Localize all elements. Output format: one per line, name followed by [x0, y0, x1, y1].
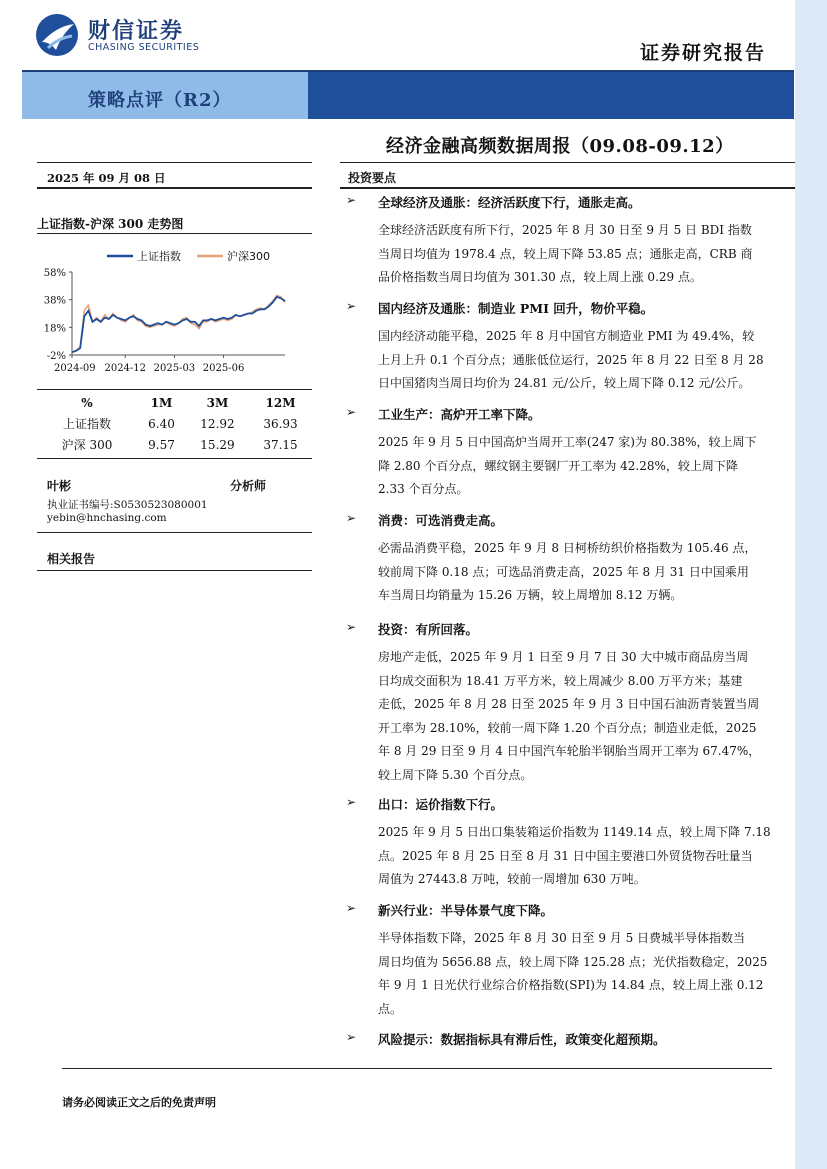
paragraph-line: 上月上升 0.1 个百分点；通胀低位运行，2025 年 8 月 22 日至 8 月 28 — [378, 352, 764, 367]
analyst-email[interactable]: yebin@hnchasing.com — [47, 512, 167, 524]
section-heading: 工业生产：高炉开工率下降。 — [378, 407, 541, 422]
paragraph-line: 较上周下降 5.30 个百分点。 — [378, 767, 533, 782]
bullet-arrow-icon: ➢ — [346, 795, 357, 809]
paragraph-line: 必需品消费平稳，2025 年 9 月 8 日柯桥纺织价格指数为 105.46 点， — [378, 541, 757, 555]
footer-rule — [62, 1068, 772, 1069]
divider — [37, 233, 312, 234]
logo-text-cn: 财信证券 — [88, 19, 185, 44]
category-label: 策略点评（R2） — [88, 90, 232, 111]
table-header-cell: 3M — [206, 395, 229, 410]
paragraph-line: 降 2.80 个百分点，螺纹钢主要钢厂开工率为 42.28%，较上周下降 — [378, 458, 738, 473]
bullet-arrow-icon: ➢ — [346, 405, 357, 419]
x-tick-label: 2025-03 — [153, 363, 196, 374]
bullet-arrow-icon: ➢ — [346, 620, 357, 634]
section-paragraph — [378, 927, 786, 1021]
paragraph-line: 2025 年 9 月 5 日中国高炉当周开工率(247 家)为 80.38%，较上周下 — [378, 435, 757, 449]
y-tick-label: -2% — [46, 351, 66, 362]
table-cell: 12.92 — [200, 416, 235, 431]
section-paragraph — [378, 537, 786, 608]
table-cell: 36.93 — [263, 416, 298, 431]
bullet-arrow-icon: ➢ — [346, 299, 357, 313]
table-cell: 37.15 — [263, 437, 298, 452]
paragraph-line: 全球经济活跃度有所下行，2025 年 8 月 30 日至 9 月 5 日 BDI 指数 — [378, 223, 752, 237]
index-trend-chart — [37, 240, 307, 380]
bullet-arrow-icon: ➢ — [346, 193, 357, 207]
paragraph-line: 点。 — [378, 1001, 403, 1016]
legend-label: 沪深300 — [227, 250, 270, 263]
paragraph-line: 品价格指数当周日均值为 301.30 点，较上周上涨 0.29 点。 — [378, 270, 702, 284]
x-tick-label: 2025-06 — [202, 363, 245, 374]
divider — [340, 162, 795, 163]
section-paragraph — [378, 325, 786, 396]
table-cell: 上证指数 — [62, 417, 111, 431]
y-tick-label: 58% — [43, 268, 66, 279]
paragraph-line: 2.33 个百分点。 — [378, 482, 469, 496]
legend-label: 上证指数 — [137, 250, 181, 263]
paragraph-line: 当周日均值为 1978.4 点，较上周下降 53.85 点；通胀走高，CRB 商 — [378, 246, 753, 261]
paragraph-line: 车当周日均销量为 15.26 万辆，较上周增加 8.12 万辆。 — [378, 588, 683, 602]
analyst-name: 叶彬 — [47, 479, 72, 493]
table-header-cell: 12M — [265, 395, 296, 410]
paragraph-line: 年 9 月 1 日光伏行业综合价格指数(SPI)为 14.84 点，较上周上涨 0.12 — [378, 978, 764, 992]
logo-text-en: CHASING SECURITIES — [88, 42, 200, 53]
paragraph-line: 开工率为 28.10%，较前一周下降 1.20 个百分点；制造业走低，2025 — [378, 720, 757, 735]
table-cell: 9.57 — [148, 437, 175, 452]
table-header-cell: 1M — [150, 395, 173, 410]
divider — [37, 532, 312, 533]
paragraph-line: 日中国猪肉当周日均价为 24.81 元/公斤，较上周下降 0.12 元/公斤。 — [378, 376, 751, 390]
section-paragraph — [378, 431, 786, 502]
performance-table — [37, 392, 312, 455]
divider — [340, 187, 795, 189]
analyst-role: 分析师 — [230, 479, 267, 493]
section-heading: 新兴行业：半导体景气度下降。 — [378, 903, 554, 918]
x-tick-label: 2024-12 — [104, 363, 147, 374]
report-date: 2025 年 09 月 08 日 — [47, 171, 166, 185]
table-cell: 6.40 — [148, 416, 175, 431]
title-band — [308, 72, 794, 119]
key-points-heading: 投资要点 — [348, 171, 397, 185]
table-cell: 沪深 300 — [61, 438, 113, 452]
section-paragraph — [378, 219, 786, 290]
related-reports-heading: 相关报告 — [47, 552, 96, 566]
section-paragraph — [378, 821, 786, 892]
side-stripe — [795, 0, 827, 1169]
paragraph-line: 国内经济动能平稳，2025 年 8 月中国官方制造业 PMI 为 49.4%，较 — [378, 329, 755, 343]
series-line — [72, 297, 285, 352]
section-heading: 消费：可选消费走高。 — [378, 513, 504, 528]
bullet-arrow-icon: ➢ — [346, 901, 357, 915]
table-header-row — [37, 392, 312, 413]
section-paragraph — [378, 646, 786, 787]
paragraph-line: 房地产走低，2025 年 9 月 1 日至 9 月 7 日 30 大中城市商品房当周 — [378, 650, 749, 664]
section-heading: 国内经济及通胀：制造业 PMI 回升，物价平稳。 — [378, 301, 654, 316]
paragraph-line: 2025 年 9 月 5 日出口集装箱运价指数为 1149.14 点，较上周下降 7.18 — [378, 825, 771, 839]
paragraph-line: 年 8 月 29 日至 9 月 4 日中国汽车轮胎半钢胎当周开工率为 67.47%， — [378, 744, 761, 758]
section-heading: 投资：有所回落。 — [378, 622, 479, 637]
paragraph-line: 走低，2025 年 8 月 28 日至 2025 年 9 月 3 日中国石油沥青装置当周 — [378, 697, 760, 711]
disclaimer-note: 请务必阅读正文之后的免责声明 — [62, 1096, 216, 1109]
company-logo-icon — [34, 12, 80, 58]
analyst-cert: 执业证书编号:S0530523080001 — [47, 499, 208, 511]
table-cell: 15.29 — [200, 437, 235, 452]
y-tick-label: 18% — [43, 323, 66, 335]
table-row — [37, 434, 312, 455]
report-type: 证券研究报告 — [640, 42, 767, 64]
divider — [37, 389, 312, 390]
divider — [37, 187, 312, 189]
table-header-cell: % — [81, 395, 93, 410]
paragraph-line: 周值为 27443.8 万吨，较前一周增加 630 万吨。 — [378, 872, 646, 886]
paragraph-line: 周日均值为 5656.88 点，较上周下降 125.28 点；光伏指数稳定，2025 — [378, 954, 768, 969]
page-title: 经济金融高频数据周报（09.08-09.12） — [386, 136, 734, 157]
paragraph-line: 点。2025 年 8 月 25 日至 8 月 31 日中国主要港口外贸货物吞吐量当 — [378, 848, 753, 863]
x-tick-label: 2024-09 — [54, 363, 96, 374]
paragraph-line: 半导体指数下降，2025 年 8 月 30 日至 9 月 5 日费城半导体指数当 — [378, 931, 746, 945]
section-heading: 风险提示：数据指标具有滞后性，政策变化超预期。 — [378, 1032, 666, 1047]
bullet-arrow-icon: ➢ — [346, 511, 357, 525]
y-tick-label: 38% — [43, 295, 66, 307]
bullet-arrow-icon: ➢ — [346, 1030, 357, 1044]
chart-heading: 上证指数-沪深 300 走势图 — [37, 217, 184, 231]
table-row — [37, 413, 312, 434]
divider — [37, 458, 312, 459]
section-heading: 出口：运价指数下行。 — [378, 797, 504, 812]
divider — [37, 570, 312, 571]
section-heading: 全球经济及通胀：经济活跃度下行，通胀走高。 — [378, 195, 641, 210]
paragraph-line: 日均成交面积为 18.41 万平方米，较上周减少 8.00 万平方米；基建 — [378, 673, 743, 688]
paragraph-line: 较前周下降 0.18 点；可选品消费走高，2025 年 8 月 31 日中国乘用 — [378, 564, 749, 579]
divider — [37, 162, 312, 163]
